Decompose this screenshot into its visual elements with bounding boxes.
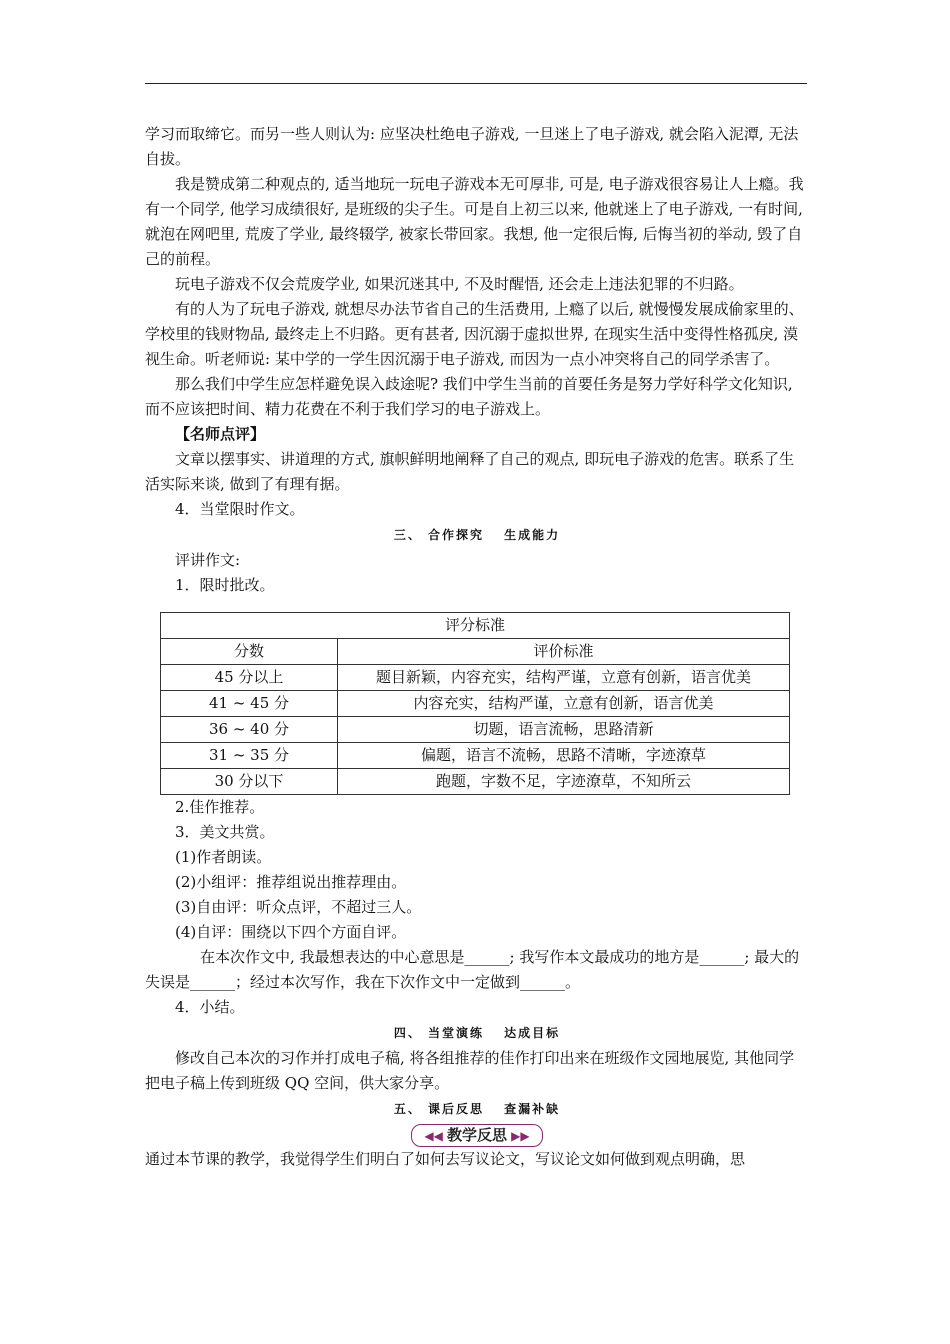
reflection-text: 通过本节课的教学，我觉得学生们明白了如何去写议论文，写议论文如何做到观点明确，思 bbox=[145, 1150, 746, 1168]
table-row bbox=[161, 769, 790, 795]
sub-item: (1)作者朗读。 bbox=[175, 848, 272, 866]
scoring-table bbox=[160, 612, 790, 795]
step-4-timed-writing: 4．当堂限时作文。 bbox=[175, 500, 305, 518]
score-cell: 36 ~ 40 分 bbox=[161, 717, 338, 743]
practice-paragraph: 修改自己本次的习作并打成电子稿, 将各组推荐的佳作打印出来在班级作文园地展览, 其他同学把电子稿上传到班级 QQ 空间，供大家分享。 bbox=[145, 1049, 795, 1092]
paragraph: 我是赞成第二种观点的, 适当地玩一玩电子游戏本无可厚非, 可是, 电子游戏很容易让人上瘾。我有一个同学, 他学习成绩很好, 是班级的尖子生。可是自上初三以来, 他就迷上了电子游戏, 一有时间, 就泡在网吧里, 荒废了学业, 最终辍学, 被家长带回家。我想, 他一定很后悔, 后悔当初的举动, 毁了自己的前程。 bbox=[145, 175, 804, 268]
score-cell: 41 ~ 45 分 bbox=[161, 691, 338, 717]
left-arrows-icon: ◀◀ bbox=[424, 1129, 447, 1143]
score-cell: 31 ~ 35 分 bbox=[161, 743, 338, 769]
column-header-criteria: 评价标准 bbox=[338, 639, 790, 665]
sub-item: (2)小组评：推荐组说出推荐理由。 bbox=[175, 873, 407, 891]
paragraph: 那么我们中学生应怎样避免误入歧途呢? 我们中学生当前的首要任务是努力学好科学文化知识, 而不应该把时间、精力花费在不利于我们学习的电子游戏上。 bbox=[145, 375, 793, 418]
review-label: 评讲作文: bbox=[175, 551, 241, 569]
criteria-cell: 偏题，语言不流畅，思路不清晰，字迹潦草 bbox=[338, 743, 790, 769]
teacher-comment-heading: 【名师点评】 bbox=[175, 425, 266, 443]
self-evaluation-prompt: 在本次作文中, 我最想表达的中心意思是______; 我写作本文最成功的地方是______; 最大的失误是______；经过本次写作，我在下次作文中一定做到______。 bbox=[145, 948, 800, 991]
section-heading-3: 三、 合作探究 生成能力 bbox=[393, 528, 561, 542]
column-header-score: 分数 bbox=[161, 639, 338, 665]
paragraph: 有的人为了玩电子游戏, 就想尽办法节省自己的生活费用, 上瘾了以后, 就慢慢发展成偷家里的、学校里的钱财物品, 最终走上不归路。更有甚者, 因沉溺于虚拟世界, 在现实生活中变得性格孤戾, 漠视生命。听老师说: 某中学的一学生因沉溺于电子游戏, 而因为一点小冲突将自己的同学杀害了。 bbox=[145, 300, 804, 368]
reflection-banner bbox=[145, 1124, 809, 1147]
teacher-comment-text: 文章以摆事实、讲道理的方式, 旗帜鲜明地阐释了自己的观点, 即玩电子游戏的危害。联系了生活实际来谈, 做到了有理有据。 bbox=[145, 450, 795, 493]
step-4-summary: 4．小结。 bbox=[175, 998, 245, 1016]
right-arrows-icon: ▶▶ bbox=[507, 1129, 530, 1143]
step-2-recommend: 2.佳作推荐。 bbox=[175, 798, 265, 816]
table-row bbox=[161, 691, 790, 717]
step-3-appreciate: 3．美文共赏。 bbox=[175, 823, 275, 841]
sub-item: (3)自由评：听众点评，不超过三人。 bbox=[175, 898, 422, 916]
table-title: 评分标准 bbox=[161, 613, 790, 639]
table-row bbox=[161, 743, 790, 769]
section-heading-5: 五、 课后反思 查漏补缺 bbox=[393, 1102, 561, 1116]
paragraph: 学习而取缔它。而另一些人则认为: 应坚决杜绝电子游戏, 一旦迷上了电子游戏, 就会陷入泥潭, 无法自拔。 bbox=[145, 125, 799, 168]
document-body bbox=[145, 122, 809, 1172]
reflection-badge bbox=[411, 1124, 542, 1147]
score-cell: 30 分以下 bbox=[161, 769, 338, 795]
sub-item: (4)自评：围绕以下四个方面自评。 bbox=[175, 923, 407, 941]
score-cell: 45 分以上 bbox=[161, 665, 338, 691]
criteria-cell: 切题，语言流畅，思路清新 bbox=[338, 717, 790, 743]
table-row bbox=[161, 717, 790, 743]
criteria-cell: 内容充实，结构严谨，立意有创新，语言优美 bbox=[338, 691, 790, 717]
step-1-grading: 1．限时批改。 bbox=[175, 576, 275, 594]
criteria-cell: 跑题，字数不足，字迹潦草，不知所云 bbox=[338, 769, 790, 795]
paragraph: 玩电子游戏不仅会荒废学业, 如果沉迷其中, 不及时醒悟, 还会走上违法犯罪的不归路。 bbox=[175, 275, 744, 293]
table-row bbox=[161, 665, 790, 691]
section-heading-4: 四、 当堂演练 达成目标 bbox=[393, 1026, 561, 1040]
criteria-cell: 题目新颖，内容充实，结构严谨，立意有创新，语言优美 bbox=[338, 665, 790, 691]
header-rule bbox=[145, 83, 807, 84]
reflection-badge-label: 教学反思 bbox=[446, 1126, 507, 1144]
